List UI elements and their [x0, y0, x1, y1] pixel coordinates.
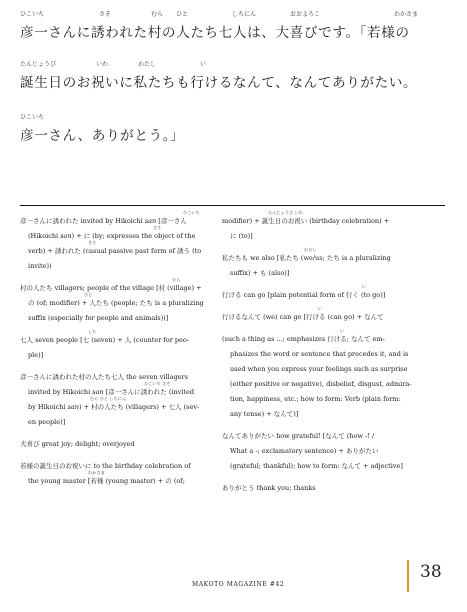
vocab-line — [222, 210, 444, 225]
vocab-line — [20, 329, 217, 344]
ruby-reading: ひと — [176, 11, 189, 18]
vocab-text: invited by Hikoichi — [28, 388, 93, 396]
vocab-line — [20, 292, 217, 307]
vocab-column-left — [20, 210, 217, 492]
vocab-text: ) + 村の人たち (villagers) + 七人 (sev- — [78, 403, 200, 411]
ruby-reading: ひと — [84, 292, 93, 297]
vocab-line — [222, 247, 444, 262]
vocab-line — [222, 440, 444, 455]
story-text-line: 誕生日のお祝いに私たちも行けるなんて、なんてありがたい。 — [20, 75, 418, 91]
vocab-text: en people)] — [28, 418, 66, 426]
vocab-text: any tense) + なんて)] — [230, 410, 299, 418]
vocab-line — [20, 381, 217, 396]
vocab-line — [20, 455, 217, 470]
vocab-entry — [20, 277, 217, 322]
ruby-reading: たんじょうび いわ — [268, 210, 303, 215]
ruby-reading: さそ — [99, 11, 112, 18]
vocab-entry — [20, 329, 217, 359]
ruby-reading: ひこいち — [20, 114, 45, 121]
vocab-entry — [222, 425, 444, 470]
vocab-text: (either positive or negative), disbelief, disgust, admira- — [230, 380, 412, 388]
vocab-text: (such a thing as ...; emphasizes 行ける; なんて em- — [222, 335, 385, 343]
vocab-entry — [222, 328, 444, 418]
vocab-line — [222, 343, 444, 358]
page-number: 38 — [420, 562, 442, 582]
ruby-reading: い — [362, 284, 367, 289]
vocab-text: What a -; exclamatory sentence) + ありがたい — [230, 447, 379, 455]
vocab-entry — [222, 477, 444, 492]
ruby-reading: い — [340, 328, 345, 333]
vocab-entry — [20, 366, 217, 426]
vocab-entry — [20, 210, 217, 270]
vocab-line — [222, 262, 444, 277]
vocab-line — [20, 433, 217, 448]
ruby-reading: しちにん — [232, 11, 257, 18]
vocab-line — [222, 373, 444, 388]
vocab-line — [20, 240, 217, 255]
ruby-reading: むら ひと しちにん — [90, 396, 127, 401]
ruby-reading: むら — [172, 277, 181, 282]
vocab-line — [20, 210, 217, 225]
vocab-text: ple)] — [28, 351, 44, 359]
vocab-emphasis: san — [92, 388, 104, 396]
ruby-reading: い — [318, 306, 323, 311]
vocab-line — [222, 425, 444, 440]
vocab-line — [222, 388, 444, 403]
vocab-text: 彦一さんに誘われた invited by Hikoichi — [20, 217, 145, 225]
vocab-text: ) + に (by; expresses the object of the — [71, 232, 196, 240]
vocab-line — [222, 328, 444, 343]
ruby-reading: おおよろこ — [290, 11, 321, 18]
vocab-line — [222, 306, 444, 321]
page-accent-bar — [407, 560, 409, 592]
vocab-text: 若様の誕生日のお祝いに to the birthday celebration of — [20, 462, 191, 470]
vocab-text: the young master [若様 (young master) + の (of; — [28, 477, 185, 485]
vocab-text: [彦一さんに誘われた (invited — [103, 388, 195, 396]
vocab-column-right — [222, 210, 444, 499]
vocab-entry — [20, 433, 217, 448]
vocab-text: suffix) + も (also)] — [230, 269, 290, 277]
ruby-reading: わかさま — [88, 470, 105, 475]
vocab-emphasis: san — [67, 403, 79, 411]
vocab-text: なんてありがたい how grateful! [なんて (how -! / — [222, 432, 375, 440]
vocab-line — [20, 277, 217, 292]
vocab-text: by Hikoichi — [28, 403, 68, 411]
ruby-reading: ひこいち — [20, 11, 45, 18]
vocab-text: 彦一さんに誘われた村の人たち七人 the seven villagers — [20, 373, 188, 381]
vocab-line — [222, 358, 444, 373]
vocab-line — [20, 470, 217, 485]
vocab-line — [222, 455, 444, 470]
vocab-emphasis: san — [60, 232, 72, 240]
vocab-text: 七人 seven people [七 (seven) + 人 (counter for peo- — [20, 336, 190, 344]
vocab-line — [20, 307, 217, 322]
ruby-reading: しち — [88, 329, 97, 334]
vocab-line — [20, 344, 217, 359]
ruby-reading: わたし — [138, 61, 157, 68]
vocab-text: 私たちも we also [私たち (we/us; たち is a pluralizing — [222, 254, 391, 262]
vocab-entry — [222, 247, 444, 277]
vocab-line — [222, 403, 444, 418]
magazine-footer: MAKOTO MAGAZINE #42 — [192, 581, 285, 588]
vocab-entry — [222, 284, 444, 299]
ruby-reading: い — [200, 61, 207, 68]
ruby-reading: わかさま — [394, 11, 419, 18]
ruby-reading: むら — [151, 11, 164, 18]
vocab-line — [20, 366, 217, 381]
ruby-reading: たんじょうび — [20, 61, 57, 68]
vocab-line — [20, 225, 217, 240]
section-divider — [20, 205, 445, 206]
vocab-entry — [20, 455, 217, 485]
vocab-line — [20, 255, 217, 270]
ruby-reading: いわ — [96, 61, 109, 68]
vocab-line — [222, 225, 444, 240]
ruby-reading: さそ — [88, 240, 97, 245]
vocab-emphasis: san — [144, 217, 157, 225]
ruby-reading: さそ — [153, 225, 162, 230]
vocab-text: (grateful; thankful); how to form: なんて + adjective] — [230, 462, 403, 470]
vocab-text: used when you express your feelings such as surprise — [230, 365, 408, 373]
vocab-text: (Hikoichi — [28, 232, 61, 240]
vocab-text: invite)) — [28, 262, 52, 270]
vocab-text: 大喜び great joy; delight; overjoyed — [20, 440, 135, 448]
vocab-text: tion, happiness, etc.; how to form: Verb (plain form: — [230, 395, 401, 403]
vocab-line — [222, 477, 444, 492]
ruby-reading: わたし — [304, 247, 317, 252]
vocab-line — [20, 411, 217, 426]
vocab-text: に (to)] — [230, 232, 253, 240]
vocab-text: 行けるなんて (we) can go [行ける (can go) + なんて — [222, 313, 384, 321]
ruby-reading: ひこいち さそ — [144, 381, 171, 386]
vocab-line — [20, 396, 217, 411]
vocab-text: 村の人たち villagers; people of the village [村 (village) + — [20, 284, 202, 292]
vocab-text: verb) + 誘われた (casual passive past form of 誘う (to — [28, 247, 202, 255]
ruby-reading: ひこいち — [183, 210, 200, 215]
vocab-text: 行ける can go [plain potential form of 行く (to go)] — [222, 291, 386, 299]
vocab-text: phasizes the word or sentence that precedes it, and is — [230, 350, 409, 358]
vocab-text: [彦一さん — [156, 217, 187, 225]
vocab-entry — [222, 306, 444, 321]
vocab-text: suffix (especially for people and animals))] — [28, 314, 169, 322]
story-text-line: 彦一さんに誘われた村の人たち七人は、大喜びです。「若様の — [20, 25, 410, 41]
vocab-line — [222, 284, 444, 299]
vocab-text: modifier) + 誕生日のお祝い (birthday celebration) + — [222, 217, 390, 225]
vocab-text: の (of; modifier) + 人たち (people; たち is a pluralizing — [28, 299, 204, 307]
vocab-entry — [222, 210, 444, 240]
vocab-text: ありがとう thank you; thanks — [222, 484, 316, 492]
story-text-line: 彦一さん、ありがとう。」 — [20, 128, 185, 144]
